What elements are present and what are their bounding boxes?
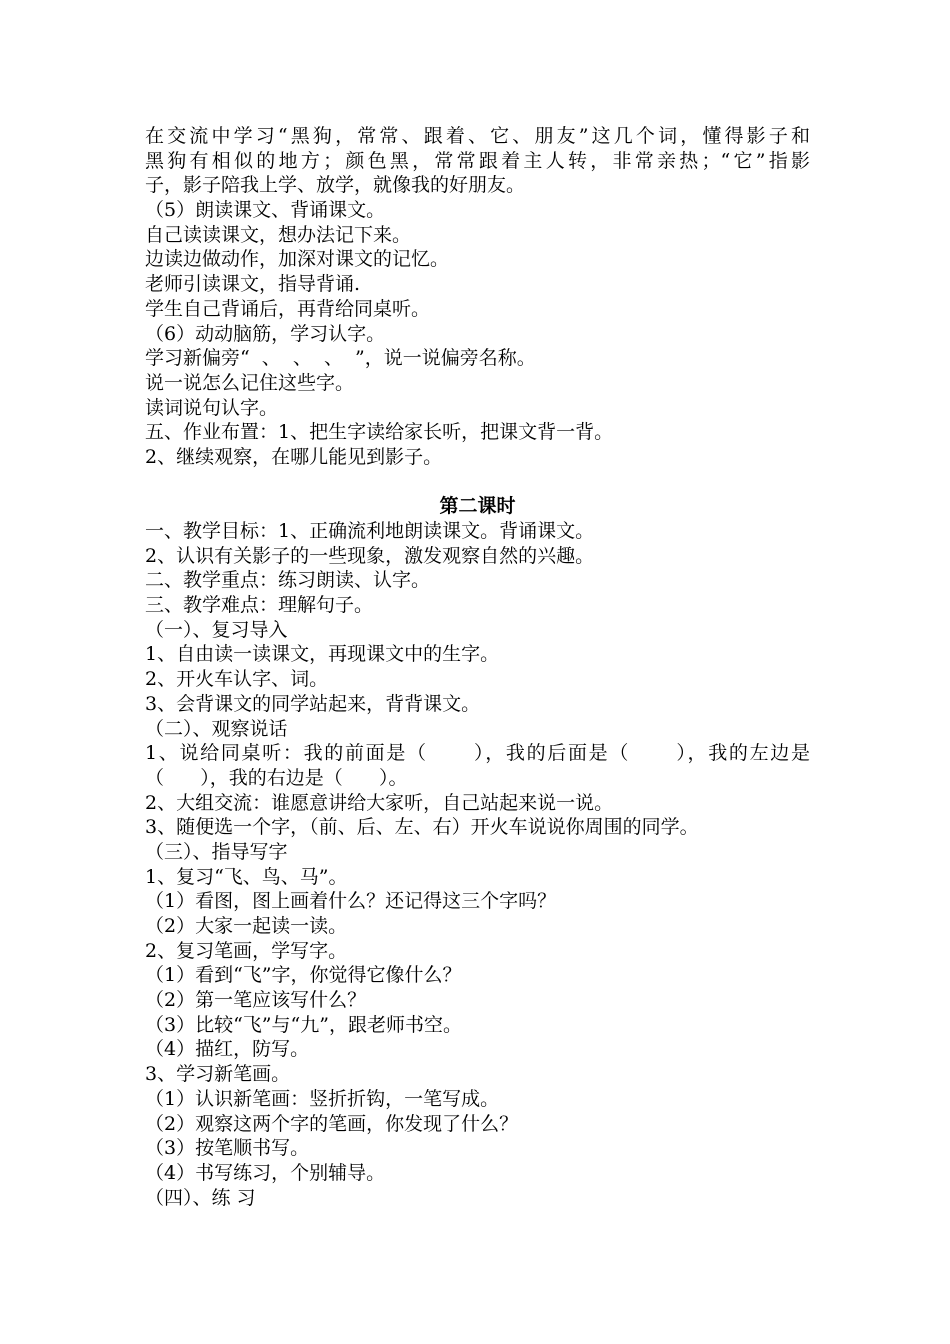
step-heading: （5）朗读课文、背诵课文。 xyxy=(145,199,386,222)
document-page xyxy=(145,124,810,1210)
paragraph-line: 3、学习新笔画。 xyxy=(145,1063,291,1086)
paragraph-line: （2）大家一起读一读。 xyxy=(145,915,348,937)
paragraph-line: 1、说给同桌听：我的前面是（ ），我的后面是（ ），我的左边是 xyxy=(145,742,810,765)
section-lesson-2 xyxy=(145,519,810,1210)
paragraph-line: （2）观察这两个字的笔画，你发现了什么？ xyxy=(145,1112,519,1135)
paragraph-line: 2、认识有关影子的一些现象，激发观察自然的兴趣。 xyxy=(145,544,595,567)
paragraph-line: 2、大组交流：谁愿意讲给大家听，自己站起来说一说。 xyxy=(145,791,614,814)
step-heading: （二）、观察说话 xyxy=(145,717,288,740)
paragraph-line: 三、教学难点：理解句子。 xyxy=(145,594,374,617)
paragraph-line: （1）认识新笔画：竖折折钩，一笔写成。 xyxy=(145,1087,500,1110)
paragraph-line: 3、会背课文的同学站起来，背背课文。 xyxy=(145,692,481,715)
paragraph-line: 1、自由读一读课文，再现课文中的生字。 xyxy=(145,643,500,666)
paragraph-line: （1）看到“飞”字，你觉得它像什么？ xyxy=(145,964,462,987)
lesson-2-title: 第二课时 xyxy=(439,495,516,518)
homework-line: 五、作业布置：1、把生字读给家长听，把课文背一背。 xyxy=(145,421,614,444)
paragraph-line: 子，影子陪我上学、放学，就像我的好朋友。 xyxy=(145,174,526,197)
paragraph-line: （ ），我的右边是（ ）。 xyxy=(145,766,408,789)
paragraph-line: 老师引读课文，指导背诵. xyxy=(145,273,361,296)
section-lesson-1-continued xyxy=(145,124,810,470)
step-heading: （三）、指导写字 xyxy=(145,840,288,863)
paragraph-line: 1、复习“飞、鸟、马”。 xyxy=(145,865,348,888)
paragraph-line: 学生自己背诵后，再背给同桌听。 xyxy=(145,297,431,320)
paragraph-line: 说一说怎么记住这些字。 xyxy=(145,371,355,394)
paragraph-line: （2）第一笔应该写什么？ xyxy=(145,989,367,1012)
step-heading: （一）、复习导入 xyxy=(145,618,288,641)
step-heading: （四）、练 习 xyxy=(145,1186,256,1209)
paragraph-line: 2、开火车认字、词。 xyxy=(145,668,329,691)
homework-line: 2、继续观察，在哪儿能见到影子。 xyxy=(145,445,443,468)
paragraph-line: 黑狗有相似的地方；颜色黑，常常跟着主人转，非常亲热；“它”指影 xyxy=(145,149,810,172)
paragraph-line: 3、随便选一个字，（前、后、左、右）开火车说说你周围的同学。 xyxy=(145,816,699,839)
blank-line xyxy=(145,470,810,495)
paragraph-line: 边读边做动作，加深对课文的记忆。 xyxy=(145,248,450,271)
paragraph-line: （4）书写练习，个别辅导。 xyxy=(145,1161,386,1184)
paragraph-line: 读词说句认字。 xyxy=(145,396,279,419)
paragraph-line: （1）看图，图上画着什么？还记得这三个字吗？ xyxy=(145,890,557,913)
step-heading: （6）动动脑筋，学习认字。 xyxy=(145,322,386,345)
paragraph-line: （4）描红，防写。 xyxy=(145,1038,310,1061)
paragraph-line: （3）按笔顺书写。 xyxy=(145,1137,310,1160)
paragraph-line: 2、复习笔画，学写字。 xyxy=(145,939,348,962)
paragraph-line: （3）比较“飞”与“九”，跟老师书空。 xyxy=(145,1013,462,1036)
paragraph-line: 自己读读课文，想办法记下来。 xyxy=(145,223,412,246)
paragraph-line: 在交流中学习“黑狗，常常、跟着、它、朋友”这几个词，懂得影子和 xyxy=(145,125,810,147)
paragraph-line: 学习新偏旁“ 、 、 、 ”，说一说偏旁名称。 xyxy=(145,347,536,370)
paragraph-line: 一、教学目标：1、正确流利地朗读课文。背诵课文。 xyxy=(145,520,595,542)
paragraph-line: 二、教学重点：练习朗读、认字。 xyxy=(145,569,431,592)
